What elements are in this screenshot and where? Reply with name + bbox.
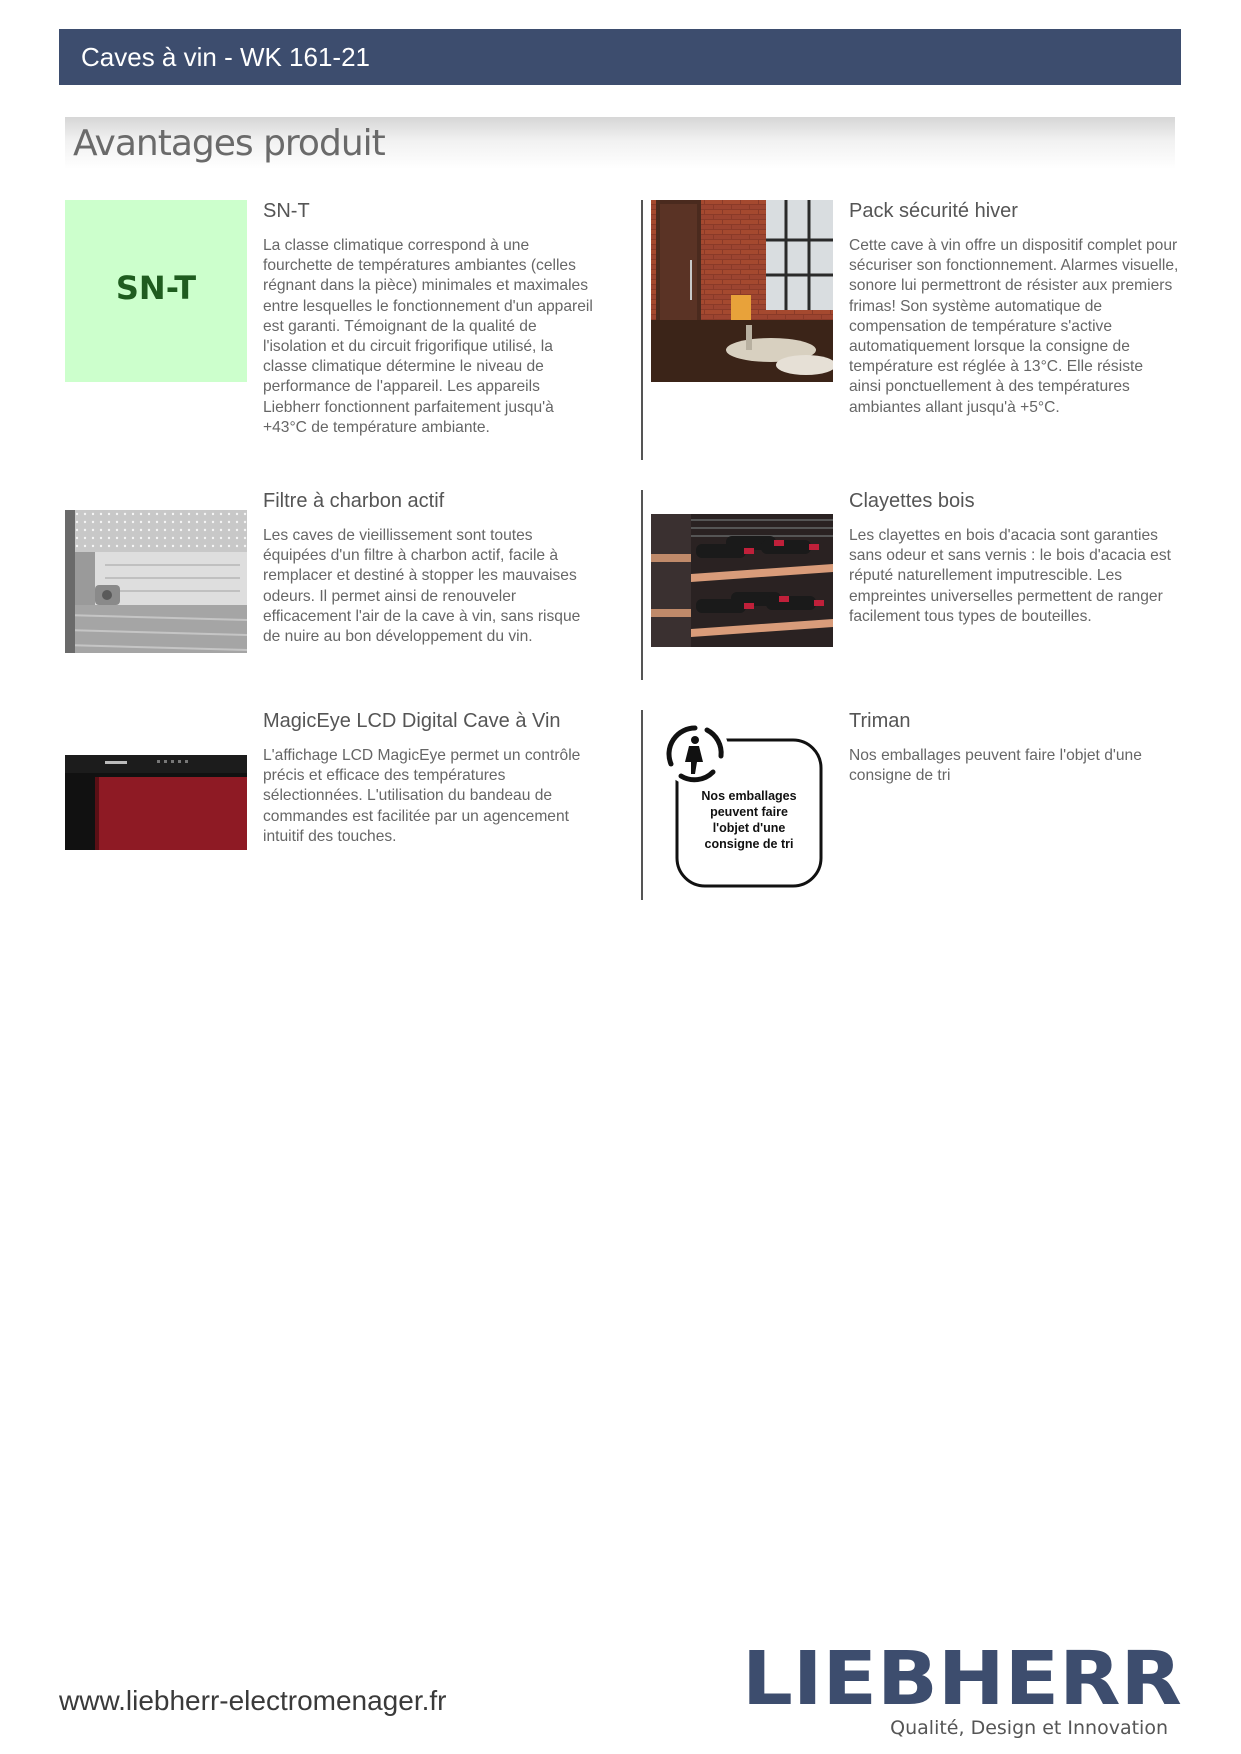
section-banner xyxy=(65,117,1175,169)
column-divider xyxy=(641,490,643,680)
charcoal-filter-image xyxy=(65,510,247,653)
snt-image-label: SN-T xyxy=(115,269,197,307)
wine-cellar-room-image xyxy=(651,200,833,382)
feature-title: Clayettes bois xyxy=(849,490,975,512)
feature-title: MagicEye LCD Digital Cave à Vin xyxy=(263,710,561,732)
feature-description: La classe climatique correspond à une fourchette de températures ambiantes (celles régnant dans la pièce) minimales et maximales entre lesquelles le fonctionnement d'un appareil est garanti. Témoignant de la qualité de l'isolation et du circuit frigorifique utilisé, la classe climatique détermine le niveau de performance de l'appareil. Les appareils Liebherr fonctionnent parfaitement jusqu'à +43°C de température ambiante. xyxy=(263,237,593,436)
feature-title: Triman xyxy=(849,710,911,732)
snt-image xyxy=(65,200,247,382)
liebherr-logo xyxy=(742,1638,1184,1738)
feature-pack-securite-hiver xyxy=(651,200,1181,460)
feature-title: SN-T xyxy=(263,200,310,222)
feature-magiceye xyxy=(65,710,605,900)
page-header xyxy=(59,29,1181,85)
feature-description: Nos emballages peuvent faire l'objet d'une consigne de tri xyxy=(849,747,1142,785)
feature-clayettes-bois xyxy=(651,490,1181,680)
logo-tagline: Qualité, Design et Innovation xyxy=(890,1717,1168,1738)
section-title: Avantages produit xyxy=(73,123,385,164)
magiceye-display-image xyxy=(65,755,247,850)
feature-description: Les clayettes en bois d'acacia sont garanties sans odeur et sans vernis : le bois d'acacia est réputé naturellement imputrescible. Les empreintes universelles permettent de ranger facilement tous types de bouteilles. xyxy=(849,527,1171,625)
wooden-shelves-image xyxy=(651,514,833,647)
triman-line-2: peuvent faire xyxy=(710,805,788,819)
feature-title: Filtre à charbon actif xyxy=(263,490,445,512)
triman-line-1: Nos emballages xyxy=(701,789,797,803)
triman-logo-image xyxy=(651,716,833,892)
feature-description: L'affichage LCD MagicEye permet un contrôle précis et efficace des températures sélectionnées. L'utilisation du bandeau de commandes est facilitée par un agencement intuitif des touches. xyxy=(263,747,581,845)
website-url[interactable]: www.liebherr-electromenager.fr xyxy=(59,1685,447,1716)
feature-description: Cette cave à vin offre un dispositif complet pour sécuriser son fonctionnement. Alarmes visuelle, sonore lui permettront de résister aux premiers frimas! Son système automatique de compensation de température s'active automatiquement lorsque la consigne de température est réglée à 13°C. Elle résiste ainsi ponctuellement à des températures ambiantes allant jusqu'à +5°C. xyxy=(849,237,1179,416)
triman-line-4: consigne de tri xyxy=(704,837,794,851)
column-divider xyxy=(641,200,643,460)
feature-filtre-charbon xyxy=(65,490,605,680)
feature-triman xyxy=(651,710,1181,900)
logo-wordmark: LIEBHERR xyxy=(742,1638,1182,1722)
feature-snt xyxy=(65,200,605,460)
triman-line-3: l'objet d'une xyxy=(712,821,786,835)
page-title: Caves à vin - WK 161-21 xyxy=(81,42,371,72)
column-divider xyxy=(641,710,643,900)
feature-description: Les caves de vieillissement sont toutes équipées d'un filtre à charbon actif, facile à remplacer et destiné à stopper les mauvaises odeurs. Il permet ainsi de renouveler efficacement l'air de la cave à vin, sans risque de nuire au bon développement du vin. xyxy=(263,527,581,646)
feature-title: Pack sécurité hiver xyxy=(849,200,1018,222)
